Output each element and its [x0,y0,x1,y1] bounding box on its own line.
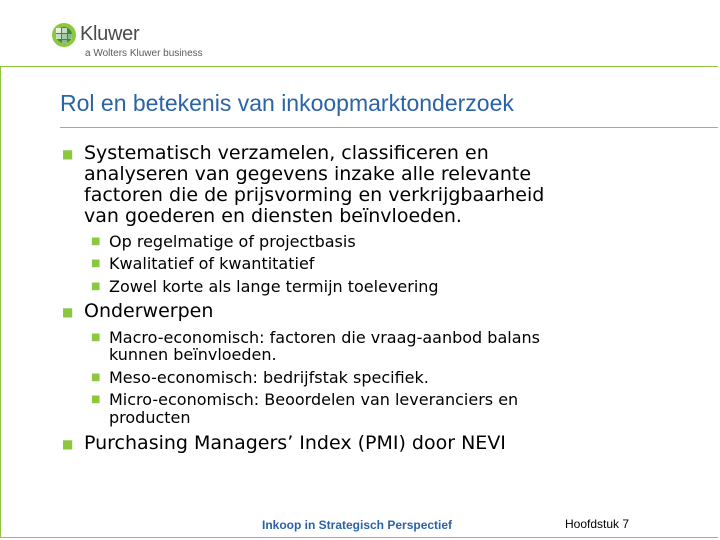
logo-name: Kluwer [80,23,140,45]
sub-bullet-text: Meso-economisch: bedrijfstak specifiek. [109,368,429,387]
sub-bullet-text: Micro-economisch: Beoordelen van leveranciers en [109,390,519,409]
bullet-icon: ■ [62,437,74,451]
sub-bullet-text: Op regelmatige of projectbasis [109,232,356,251]
bullet-icon: ■ [62,305,74,319]
sub-bullet-text: Kwalitatief of kwantitatief [109,254,315,273]
bullet-icon: ■ [62,147,74,161]
sub-bullet-icon: ■ [91,236,101,247]
sub-bullet-icon: ■ [91,281,101,292]
sub-bullet-icon: ■ [91,394,101,405]
sub-bullet-icon: ■ [91,258,101,269]
sub-bullet-text: Macro-economisch: factoren die vraag-aanbod balans [109,328,540,347]
bullet-text: Onderwerpen [84,300,214,322]
bullet-text: Systematisch verzamelen, classificeren en [84,142,489,164]
sub-bullet-text: kunnen beïnvloeden. [109,345,277,364]
sub-bullet-icon: ■ [91,372,101,383]
title-divider [60,127,718,128]
kluwer-logo [51,22,221,62]
logo-tagline: a Wolters Kluwer business [85,48,203,59]
sub-bullet-icon: ■ [91,332,101,343]
footer-title: Inkoop in Strategisch Perspectief [262,518,453,532]
bullet-text: factoren die de prijsvorming en verkrijgbaarheid [84,184,545,206]
footer-page: Hoofdstuk 7 [565,517,630,531]
bullet-text: Purchasing Managers’ Index (PMI) door NEVI [84,432,506,454]
sub-bullet-text: Zowel korte als lange termijn toelevering [109,277,439,296]
slide-title: Rol en betekenis van inkoopmarktonderzoek [60,90,514,116]
globe-logo-icon [51,22,77,48]
bullet-text: analyseren van gegevens inzake alle relevante [84,163,532,185]
bullet-text: van goederen en diensten beïnvloeden. [84,205,462,227]
sub-bullet-text: producten [109,408,191,427]
